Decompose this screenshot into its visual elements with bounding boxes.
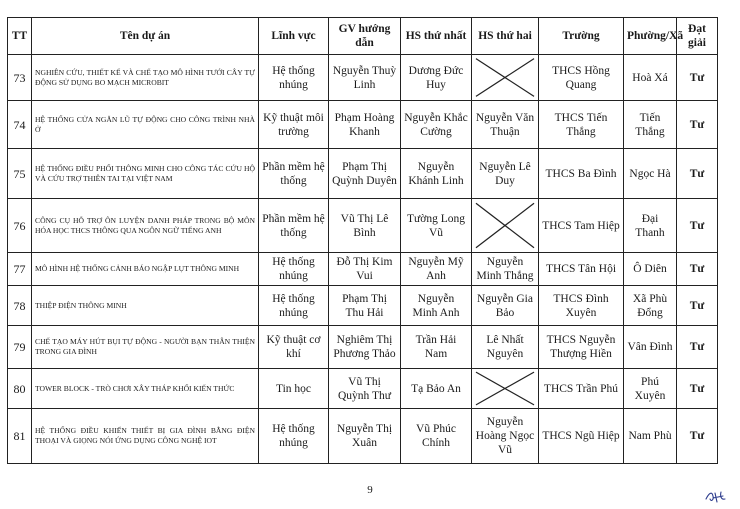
- table-row: [8, 149, 718, 199]
- cell-tt: 79: [8, 326, 32, 369]
- cross-out-mark: [472, 55, 538, 100]
- cell-school: THCS Nguyễn Thượng Hiền: [539, 326, 624, 369]
- cell-field: Hệ thống nhúng: [259, 55, 329, 101]
- header-project: Tên dự án: [32, 18, 259, 55]
- cell-project: HỆ THỐNG CỬA NGĂN LŨ TỰ ĐỘNG CHO CÔNG TRÌNH NHÀ Ở: [32, 101, 259, 149]
- header-tt: TT: [8, 18, 32, 55]
- cell-school: THCS Trần Phú: [539, 369, 624, 409]
- cell-field: Hệ thống nhúng: [259, 286, 329, 326]
- cell-project: CÔNG CỤ HỖ TRỢ ÔN LUYỆN DANH PHÁP TRONG BỘ MÔN HÓA HỌC THCS THÔNG QUA NGÔN NGỮ TIẾNG ANH: [32, 199, 259, 253]
- header-student2: HS thứ hai: [472, 18, 539, 55]
- cell-ward: Ô Diên: [624, 253, 677, 286]
- cell-field: Phần mềm hệ thống: [259, 149, 329, 199]
- cell-student2: Nguyễn Hoàng Ngọc Vũ: [472, 409, 539, 464]
- cell-school: THCS Tam Hiệp: [539, 199, 624, 253]
- cell-student2: Lê Nhất Nguyên: [472, 326, 539, 369]
- cell-field: Hệ thống nhúng: [259, 253, 329, 286]
- cell-supervisor: Phạm Thị Quỳnh Duyên: [329, 149, 401, 199]
- cell-tt: 81: [8, 409, 32, 464]
- cell-ward: Hoà Xá: [624, 55, 677, 101]
- cell-student2: Nguyễn Gia Bảo: [472, 286, 539, 326]
- cell-student1: Trần Hải Nam: [401, 326, 472, 369]
- cell-project: TOWER BLOCK - TRÒ CHƠI XÂY THÁP KHỐI KIẾN THỨC: [32, 369, 259, 409]
- cell-school: THCS Hồng Quang: [539, 55, 624, 101]
- header-student1: HS thứ nhất: [401, 18, 472, 55]
- cell-school: THCS Đình Xuyên: [539, 286, 624, 326]
- cell-school: THCS Tân Hội: [539, 253, 624, 286]
- cell-tt: 80: [8, 369, 32, 409]
- cell-student2: Nguyễn Minh Thắng: [472, 253, 539, 286]
- cell-tt: 73: [8, 55, 32, 101]
- cell-prize: Tư: [677, 101, 718, 149]
- table-row: [8, 369, 718, 409]
- cell-supervisor: Phạm Hoàng Khanh: [329, 101, 401, 149]
- cell-supervisor: Phạm Thị Thu Hải: [329, 286, 401, 326]
- header-supervisor: GV hướng dẫn: [329, 18, 401, 55]
- cell-tt: 74: [8, 101, 32, 149]
- cell-tt: 78: [8, 286, 32, 326]
- table-row: [8, 101, 718, 149]
- cell-ward: Đại Thanh: [624, 199, 677, 253]
- table-row: [8, 409, 718, 464]
- cell-ward: Nam Phù: [624, 409, 677, 464]
- page-number: 9: [367, 484, 373, 496]
- cell-prize: Tư: [677, 369, 718, 409]
- cell-student2-empty: [472, 369, 539, 409]
- table-row: [8, 286, 718, 326]
- cell-tt: 77: [8, 253, 32, 286]
- cell-ward: Vân Đình: [624, 326, 677, 369]
- header-prize: Đạt giải: [677, 18, 718, 55]
- header-row: [8, 18, 718, 55]
- cross-out-mark: [472, 199, 538, 252]
- cell-student2: Nguyễn Lê Duy: [472, 149, 539, 199]
- cell-supervisor: Nguyễn Thuỳ Linh: [329, 55, 401, 101]
- cell-project: NGHIÊN CỨU, THIẾT KẾ VÀ CHẾ TẠO MÔ HÌNH TƯỚI CÂY TỰ ĐỘNG SỬ DỤNG BO MẠCH MICROBIT: [32, 55, 259, 101]
- table-row: [8, 326, 718, 369]
- cell-tt: 76: [8, 199, 32, 253]
- cell-prize: Tư: [677, 149, 718, 199]
- cell-student2: Nguyễn Văn Thuận: [472, 101, 539, 149]
- cell-field: Hệ thống nhúng: [259, 409, 329, 464]
- cell-school: THCS Ba Đình: [539, 149, 624, 199]
- cell-field: Kỹ thuật cơ khí: [259, 326, 329, 369]
- cell-student1: Nguyễn Mỹ Anh: [401, 253, 472, 286]
- cell-prize: Tư: [677, 253, 718, 286]
- header-school: Trường: [539, 18, 624, 55]
- table-row: [8, 253, 718, 286]
- cell-ward: Ngọc Hà: [624, 149, 677, 199]
- cell-student1: Nguyễn Khánh Linh: [401, 149, 472, 199]
- table-row: [8, 199, 718, 253]
- cell-field: Phần mềm hệ thống: [259, 199, 329, 253]
- cell-student1: Vũ Phúc Chính: [401, 409, 472, 464]
- cell-ward: Tiến Thắng: [624, 101, 677, 149]
- cell-school: THCS Tiến Thắng: [539, 101, 624, 149]
- awards-table: [7, 17, 718, 464]
- cell-prize: Tư: [677, 199, 718, 253]
- cell-project: HỆ THỐNG ĐIỀU PHỐI THÔNG MINH CHO CÔNG TÁC CỨU HỘ VÀ CỨU TRỢ THIÊN TAI TẠI VIỆT NAM: [32, 149, 259, 199]
- cell-supervisor: Vũ Thị Quỳnh Thư: [329, 369, 401, 409]
- cell-project: CHẾ TẠO MÁY HÚT BỤI TỰ ĐỘNG - NGƯỜI BẠN THÂN THIỆN TRONG GIA ĐÌNH: [32, 326, 259, 369]
- cell-student1: Tạ Bảo An: [401, 369, 472, 409]
- cell-supervisor: Nghiêm Thị Phương Thảo: [329, 326, 401, 369]
- cell-prize: Tư: [677, 326, 718, 369]
- handwritten-signature: [703, 487, 729, 505]
- table-row: [8, 55, 718, 101]
- cross-out-mark: [472, 369, 538, 408]
- cell-school: THCS Ngũ Hiệp: [539, 409, 624, 464]
- cell-student2-empty: [472, 199, 539, 253]
- cell-student1: Nguyễn Khắc Cường: [401, 101, 472, 149]
- header-ward: Phường/Xã: [624, 18, 677, 55]
- cell-tt: 75: [8, 149, 32, 199]
- cell-student1: Nguyễn Minh Anh: [401, 286, 472, 326]
- cell-prize: Tư: [677, 286, 718, 326]
- cell-student1: Dương Đức Huy: [401, 55, 472, 101]
- header-field: Lĩnh vực: [259, 18, 329, 55]
- cell-project: HỆ THỐNG ĐIỀU KHIỂN THIẾT BỊ GIA ĐÌNH BẰNG ĐIỆN THOẠI VÀ GIỌNG NÓI ỨNG DỤNG CÔNG NGHỆ IOT: [32, 409, 259, 464]
- cell-field: Tin học: [259, 369, 329, 409]
- cell-prize: Tư: [677, 55, 718, 101]
- cell-supervisor: Vũ Thị Lê Bình: [329, 199, 401, 253]
- cell-prize: Tư: [677, 409, 718, 464]
- cell-ward: Xã Phù Đổng: [624, 286, 677, 326]
- cell-supervisor: Đỗ Thị Kim Vui: [329, 253, 401, 286]
- cell-student2-empty: [472, 55, 539, 101]
- cell-field: Kỹ thuật môi trường: [259, 101, 329, 149]
- cell-student1: Tường Long Vũ: [401, 199, 472, 253]
- cell-ward: Phú Xuyên: [624, 369, 677, 409]
- cell-project: MÔ HÌNH HỆ THỐNG CẢNH BÁO NGẬP LỤT THÔNG MINH: [32, 253, 259, 286]
- cell-supervisor: Nguyễn Thị Xuân: [329, 409, 401, 464]
- cell-project: THIỆP ĐIỆN THÔNG MINH: [32, 286, 259, 326]
